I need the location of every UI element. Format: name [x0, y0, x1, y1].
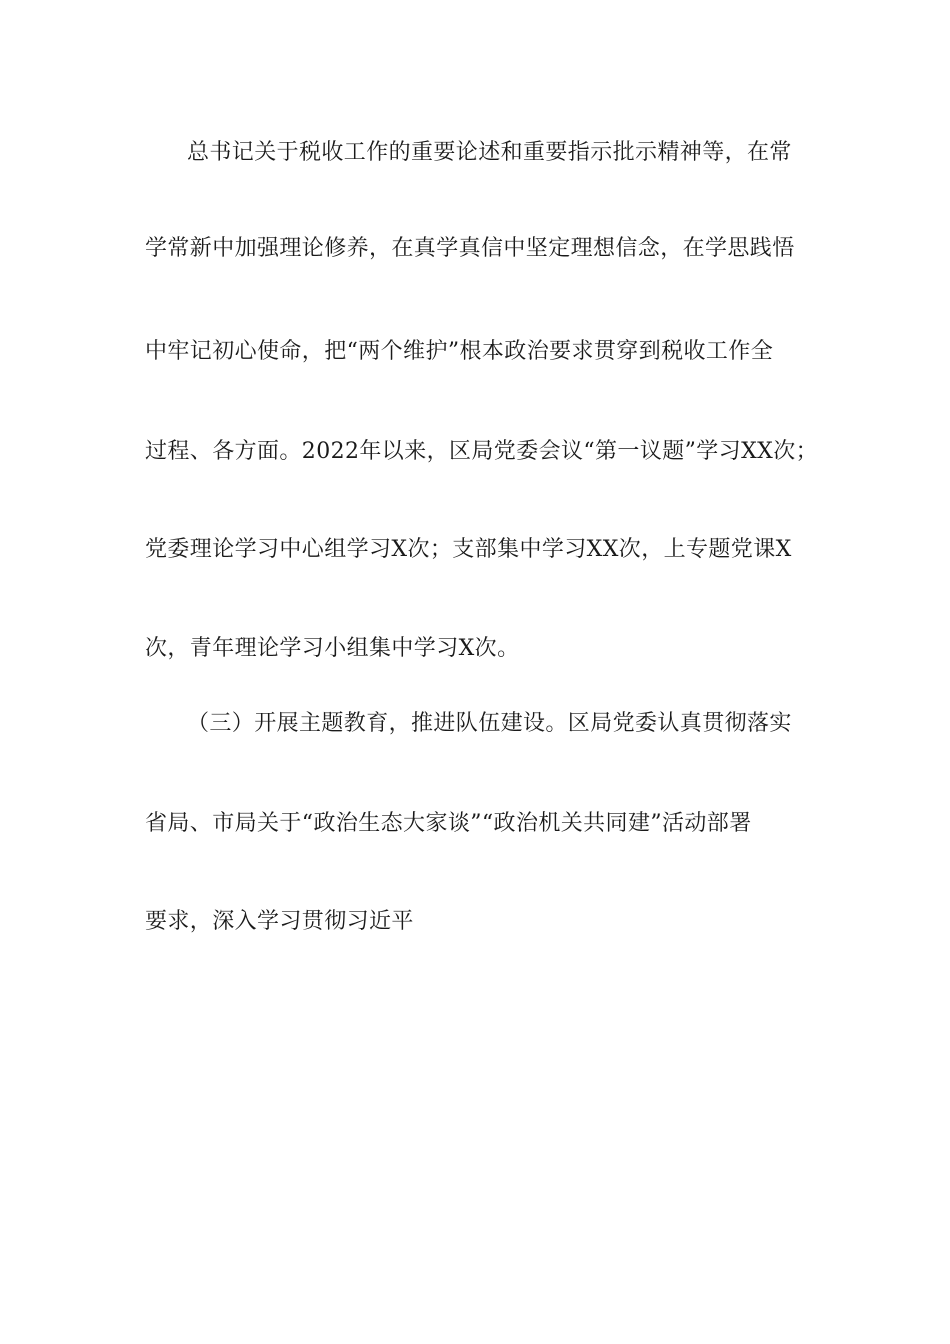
paragraph-line: 党委理论学习中心组学习X次；支部集中学习XX次，上专题党课X	[145, 537, 792, 562]
paragraph-line: 省局、市局关于“政治生态大家谈”“政治机关共同建”活动部署	[145, 811, 752, 836]
paragraph-line: 学常新中加强理论修养，在真学真信中坚定理想信念，在学思践悟	[145, 236, 795, 261]
paragraph-line: 总书记关于税收工作的重要论述和重要指示批示精神等，在常	[187, 140, 792, 165]
paragraph-line: 要求，深入学习贯彻习近平	[145, 909, 414, 934]
section-heading-line: （三）开展主题教育，推进队伍建设。区局党委认真贯彻落实	[187, 711, 792, 736]
paragraph-line: 次，青年理论学习小组集中学习X次。	[145, 636, 520, 661]
paragraph-line: 中牢记初心使命，把“两个维护”根本政治要求贯穿到税收工作全	[145, 339, 774, 364]
paragraph-line: 过程、各方面。2022年以来，区局党委会议“第一议题”学习XX次；	[145, 439, 819, 464]
